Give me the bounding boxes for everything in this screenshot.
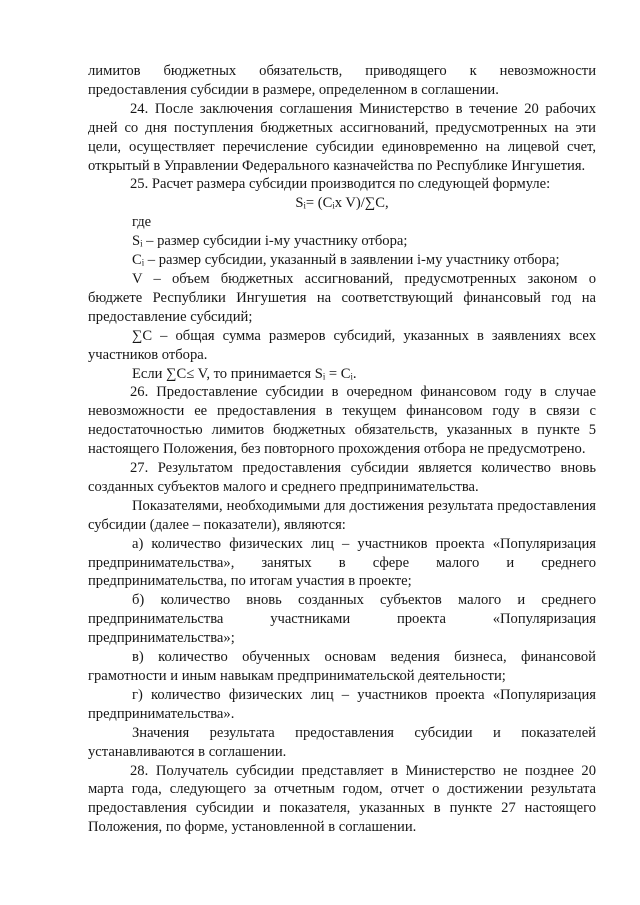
subsidy-formula: Sᵢ= (Cᵢx V)/∑C, (295, 195, 389, 212)
paragraph-24: 24. После заключения соглашения Министерство в течение 20 рабочих дней со дня поступления бюджетных ассигнований, предусмотренных на эти цели, осуществляет перечисление субсидии единовременно на лицевой счет, открытый в Управлении Федерального казначейства по Республике Ингушетия. (88, 100, 596, 174)
paragraph-27: 27. Результатом предоставления субсидии является количество вновь созданных субъектов малого и среднего предпринимательства. (88, 460, 596, 495)
paragraph-26: 26. Предоставление субсидии в очередном финансовом году в случае невозможности ее предоставления в текущем финансовом году в связи с недостаточностью лимитов бюджетных обязательств, указанных в пункте 5 настоящего Положения, без повторного прохождения отбора не предусмотрено. (88, 384, 596, 458)
indicator-item-a: а) количество физических лиц – участников проекта «Популяризация предпринимательства», занятых в сфере малого и среднего предпринимательства, по итогам участия в проекте; (88, 535, 596, 590)
definition-s: Sᵢ – размер субсидии i-му участнику отбора; (132, 233, 408, 250)
indicator-item-v: в) количество обученных основам ведения бизнеса, финансовой грамотности и иным навыкам предпринимательской деятельности; (88, 649, 596, 684)
paragraph-28: 28. Получатель субсидии представляет в Министерство не позднее 20 марта года, следующего за отчетным годом, отчет о достижении результата предоставления субсидии и показателя, указанных в пункте 27 настоящего Положения, по форме, установленной в соглашении. (88, 762, 596, 836)
definition-sum: ∑C – общая сумма размеров субсидий, указанных в заявлениях всех участников отбора. (88, 327, 596, 363)
indicator-item-b: б) количество вновь созданных субъектов малого и среднего предпринимательства участниками проекта «Популяризация предпринимательства»; (88, 592, 596, 647)
condition-line: Если ∑C≤ V, то принимается Sᵢ = Cᵢ. (132, 365, 357, 382)
intro-line-1: лимитов бюджетных обязательств, приводящего к невозможности (88, 63, 596, 79)
definition-v: V – объем бюджетных ассигнований, предусмотренных законом о бюджете Республики Ингушетия на соответствующий финансовый год на предоставление субсидий; (88, 270, 596, 325)
indicators-intro: Показателями, необходимыми для достижения результата предоставления субсидии (далее – показатели), являются: (88, 497, 596, 533)
values-note: Значения результата предоставления субсидии и показателей устанавливаются в соглашении. (88, 724, 596, 760)
indicator-item-g: г) количество физических лиц – участников проекта «Популяризация предпринимательства». (88, 686, 596, 722)
paragraph-25: 25. Расчет размера субсидии производится по следующей формуле: (130, 176, 551, 193)
definition-c: Cᵢ – размер субсидии, указанный в заявлении i-му участнику отбора; (132, 252, 560, 269)
intro-line-2: предоставления субсидии в размере, определенном в соглашении. (88, 81, 499, 98)
formula-where-label: где (132, 214, 152, 231)
